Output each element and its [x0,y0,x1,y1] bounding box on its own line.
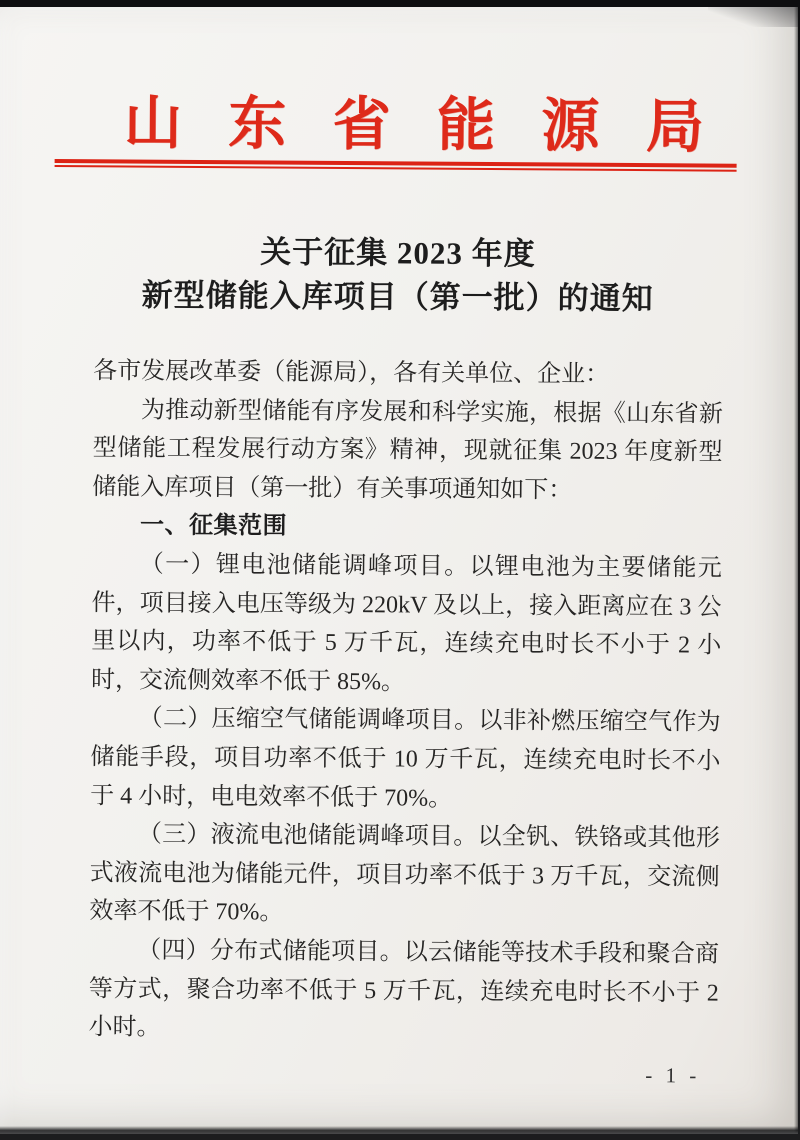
agency-char: 能 [436,92,496,159]
agency-char: 东 [228,91,287,157]
agency-char: 源 [541,93,600,159]
item-paragraph: （一）锂电池储能调峰项目。以锂电池为主要储能元件，项目接入电压等级为 220kV 及以上，接入距离应在 3 公里以内，功率不低于 5 万千瓦，连续充电时长不小于 2 小时，交流侧效率不低于 85%。 [90,551,722,696]
item-paragraph: （四）分布式储能项目。以云储能等技术手段和聚合商等方式，聚合功率不低于 5 万千瓦，连续充电时长不小于 2 小时。 [88,937,720,1041]
title-line-1: 关于征集 2023 年度 [260,234,536,272]
paper-sheet [0,7,798,1134]
paper-bottom-edge-shadow [0,1126,798,1134]
page-number: - 1 - [645,1063,701,1088]
letterhead-double-rule [55,159,737,172]
section-heading: 一、征集范围 [139,511,288,540]
paper-right-edge-shadow [794,7,798,1134]
document-body [88,352,723,1051]
salutation: 各市发展改革委（能源局），各有关单位、企业： [93,358,610,388]
item-paragraph: （二）压缩空气储能调峰项目。以非补燃压缩空气作为储能手段，项目功率不低于 10 万千瓦，连续充电时长不小于 4 小时，电电效率不低于 70%。 [90,705,721,812]
intro-paragraph: 为推动新型储能有序发展和科学实施，根据《山东省新型储能工程发展行动方案》精神，现就征集 2023 年度新型储能入库项目（第一批）有关事项通知如下： [92,397,723,504]
agency-name [124,91,704,159]
agency-char: 山 [123,90,183,156]
title-line-2: 新型储能入库项目（第一批）的通知 [141,277,654,317]
photo-corner-shadow [708,7,798,27]
document-title [0,229,797,323]
agency-char: 省 [332,91,391,158]
document-content [0,7,799,1140]
item-paragraph: （三）液流电池储能调峰项目。以全钒、铁铬或其他形式液流电池为储能元件，项目功率不低于 3 万千瓦，交流侧效率不低于 70%。 [89,821,720,926]
agency-char: 局 [645,94,705,160]
